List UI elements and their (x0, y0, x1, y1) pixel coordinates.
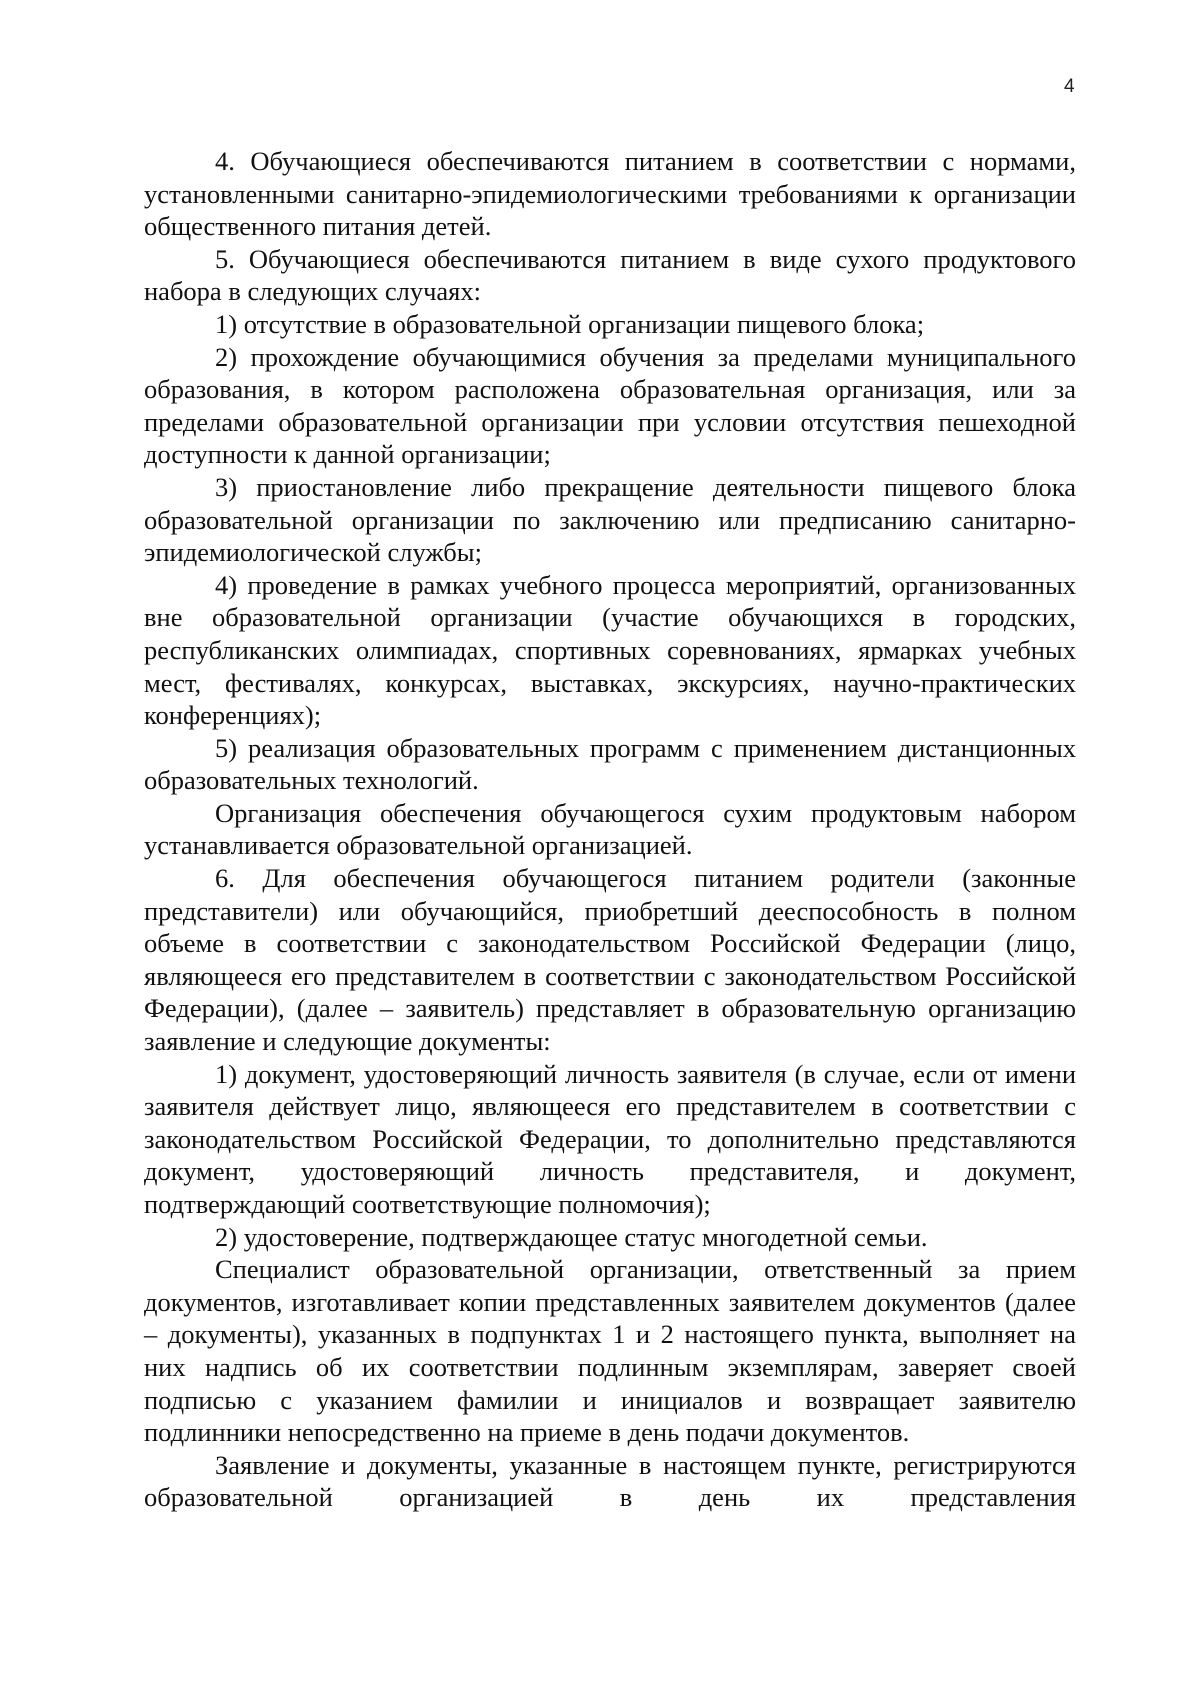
page-number: 4 (1064, 76, 1075, 97)
dry-ration-organization-paragraph: Организация обеспечения обучающегося сухим продуктовым набором устанавливается образовательной организацией. (144, 797, 1076, 861)
paragraph-item-4: 4. Обучающиеся обеспечиваются питанием в соответствии с нормами, установленными санитарно-эпидемиологическими требованиями к организации общественного питания детей. (144, 146, 1076, 242)
paragraph-item-6: 6. Для обеспечения обучающегося питанием родители (законные представители) или обучающийся, приобретший дееспособность в полном объеме в соответствии с законодательством Российской Федерации (лицо, являющееся его представителем в соответствии с законодательством Российской Федерации), (далее – заявитель) представляет в образовательную организацию заявление и следующие документы: (144, 863, 1076, 1057)
document-subitem-2-large-family: 2) удостоверение, подтверждающее статус многодетной семьи. (215, 1221, 928, 1252)
subitem-3-food-block-suspension: 3) приостановление либо прекращение деятельности пищевого блока образовательной организации по заключению или предписанию санитарно-эпидемиологической службы; (144, 471, 1076, 568)
document-subitem-1-identity: 1) документ, удостоверяющий личность заявителя (в случае, если от имени заявителя действует лицо, являющееся его представителем в соответствии с законодательством Российской Федерации, то дополнительно представляются документ, удостоверяющий личность представителя, и документ, подтверждающий соответствующие полномочия); (144, 1058, 1076, 1219)
registration-paragraph: Заявление и документы, указанные в настоящем пункте, регистрируются образовательной организацией в день их представления (144, 1449, 1076, 1513)
subitem-1-no-food-block: 1) отсутствие в образовательной организации пищевого блока; (215, 308, 925, 339)
specialist-copy-paragraph: Специалист образовательной организации, ответственный за прием документов, изготавливает копии представленных заявителем документов (далее – документы), указанных в подпунктах 1 и 2 настоящего пункта, выполняет на них надпись об их соответствии подлинным экземплярам, заверяет своей подписью с указанием фамилии и инициалов и возвращает заявителю подлинники непосредственно на приеме в день подачи документов. (144, 1254, 1076, 1448)
paragraph-item-5: 5. Обучающиеся обеспечиваются питанием в виде сухого продуктового набора в следующих случаях: (144, 243, 1076, 307)
document-body (144, 145, 1076, 1514)
subitem-5-distance-learning: 5) реализация образовательных программ с применением дистанционных образовательных технологий. (144, 732, 1076, 796)
subitem-4-external-events: 4) проведение в рамках учебного процесса мероприятий, организованных вне образовательной организации (участие обучающихся в городских, республиканских олимпиадах, спортивных соревнованиях, ярмарках учебных мест, фестивалях, конкурсах, выставках, экскурсиях, научно-практических конференциях); (144, 569, 1076, 731)
subitem-2-outside-education: 2) прохождение обучающимися обучения за пределами муниципального образования, в котором расположена образовательная организация, или за пределами образовательной организации при условии отсутствия пешеходной доступности к данной организации; (144, 341, 1076, 470)
